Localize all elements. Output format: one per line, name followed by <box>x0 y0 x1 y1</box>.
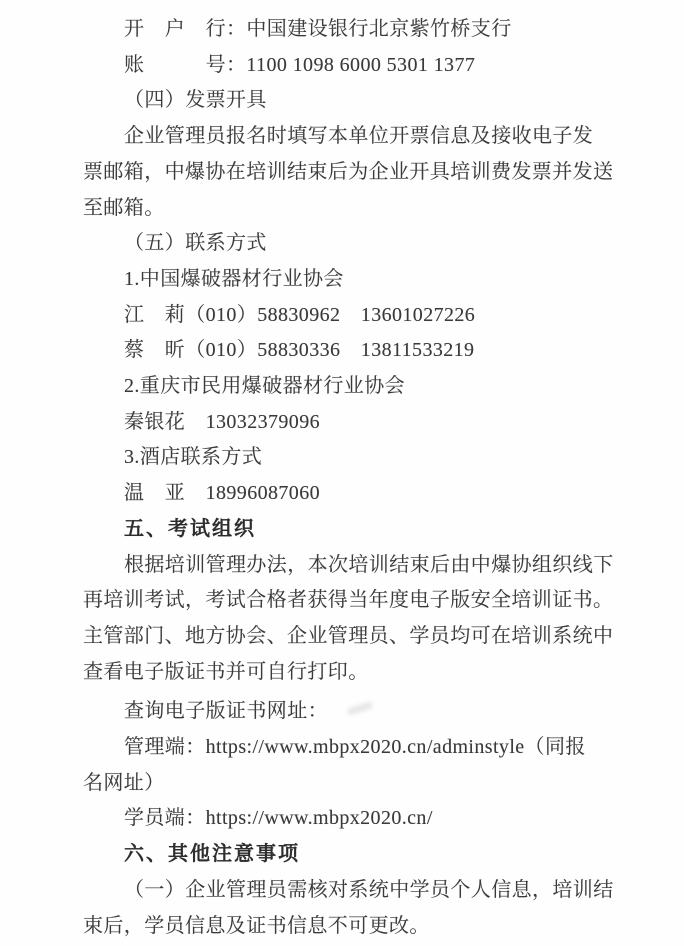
note1-line2: 束后，学员信息及证书信息不可更改。 <box>83 914 430 937</box>
account-number-line: 账 号：1100 1098 6000 5301 1377 <box>124 53 476 76</box>
contact-qin-yinhua-line: 秦银花 13032379096 <box>124 410 320 433</box>
exam-section-heading: 五、考试组织 <box>124 517 256 540</box>
org1-name-line: 1.中国爆破器材行业协会 <box>124 267 344 290</box>
exam-para-line3: 主管部门、地方协会、企业管理员、学员均可在培训系统中 <box>83 624 614 647</box>
invoice-para-line3: 至邮箱。 <box>83 196 165 219</box>
exam-para-line4: 查看电子版证书并可自行打印。 <box>83 660 369 683</box>
cert-url-label-line: 查询电子版证书网址： <box>124 700 328 723</box>
contact-jiang-li-line: 江 莉（010）58830962 13601027226 <box>124 303 476 326</box>
note1-line1: （一）企业管理员需核对系统中学员个人信息，培训结 <box>124 878 614 901</box>
bank-line: 开 户 行：中国建设银行北京紫竹桥支行 <box>124 18 512 40</box>
notes-section-heading: 六、其他注意事项 <box>124 843 300 866</box>
invoice-para-line2: 票邮箱，中爆协在培训结束后为企业开具培训费发票并发送 <box>83 160 614 183</box>
invoice-section-heading: （四）发票开具 <box>124 89 267 112</box>
contact-wen-ya-line: 温 亚 18996087060 <box>124 482 320 505</box>
student-url-line: 学员端：https://www.mbpx2020.cn/ <box>124 807 433 830</box>
exam-para-line2: 再培训考试，考试合格者获得当年度电子版安全培训证书。 <box>83 589 614 612</box>
contact-cai-xin-line: 蔡 昕（010）58830336 13811533219 <box>124 339 475 362</box>
invoice-para-line1: 企业管理员报名时填写本单位开票信息及接收电子发 <box>124 125 594 148</box>
exam-para-line1: 根据培训管理办法，本次培训结束后由中爆协组织线下 <box>124 553 614 576</box>
contact-section-heading: （五）联系方式 <box>124 232 267 255</box>
org2-name-line: 2.重庆市民用爆破器材行业协会 <box>124 375 405 398</box>
admin-url-wrap-line: 名网址） <box>83 771 165 794</box>
hotel-contact-heading: 3.酒店联系方式 <box>124 446 263 469</box>
admin-url-line: 管理端：https://www.mbpx2020.cn/adminstyle（同报 <box>124 736 586 759</box>
